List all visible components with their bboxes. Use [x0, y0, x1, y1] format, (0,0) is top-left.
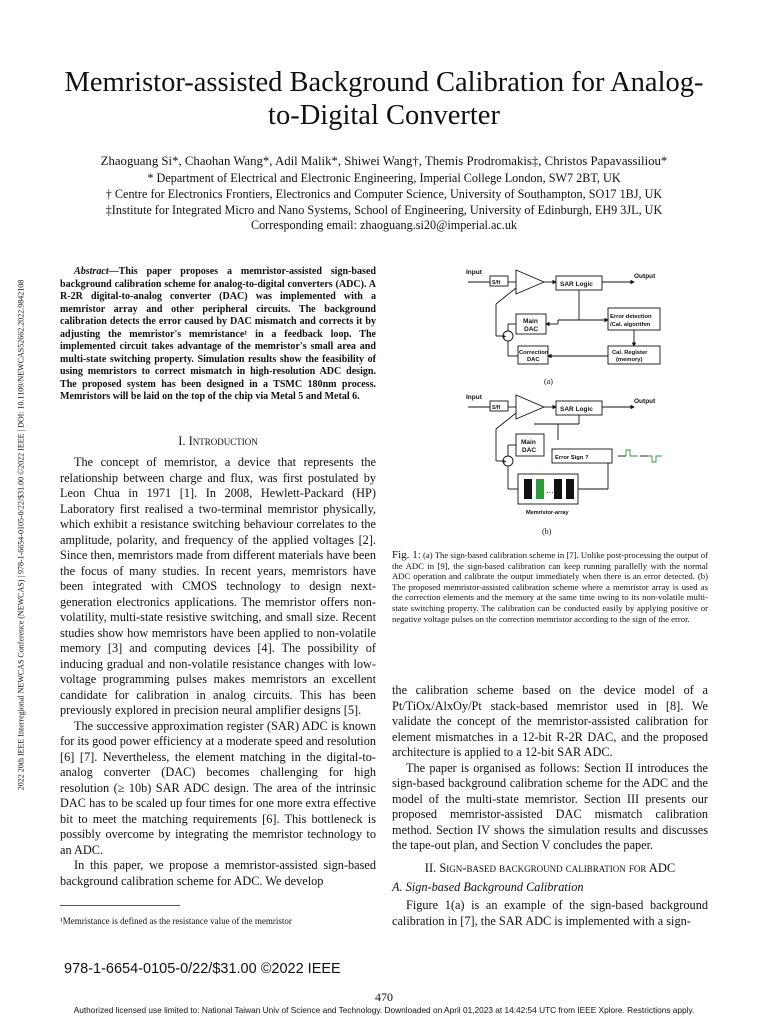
fig-memristor-array: Memristor-array — [526, 510, 569, 516]
figure-caption — [392, 550, 708, 624]
fig-sub-b: (b) — [542, 527, 552, 536]
abstract — [60, 266, 376, 404]
abstract-lead: Abstract — [74, 266, 109, 277]
subsection-heading: A. Sign-based Background Calibration — [392, 880, 584, 894]
author-list: Zhaoguang Si*, Chaohan Wang*, Adil Malik*, Shiwei Wang†, Themis Prodromakis‡, Christos Papavassiliou* — [100, 154, 668, 168]
abstract-text: —This paper proposes a memristor-assisted sign-based background calibration scheme for analog-to-digital converters (ADC). A R-2R digital-to-analog converter (DAC) was implemented with a memristor array and other peripheral circuits. The background calibration detects the error caused by DAC mismatch and corrects it by adjusting the memristor's memristance¹ in a feedback loop. The implemented circuit takes advantage of the memristor's small area and multi-state switching property. Simulation results show the feasibility of using memristors to correct mismatch in high-resolution ADC design. The proposed system has been designed in a TSMC 180nm process. Memristors will be laid on the top of the chip via Metal 5 and Metal 6. — [60, 266, 376, 402]
fig-sh-label-b: S/H — [492, 405, 501, 411]
fig-output-label: Output — [634, 273, 656, 280]
affiliation-line: ‡Institute for Integrated Micro and Nano Systems, School of Engineering, University of Edinburgh, EH9 3JL, UK — [105, 202, 663, 217]
page-number: 470 — [375, 990, 393, 1004]
fig-sum-plus-b: + — [502, 459, 507, 466]
fig-main-dac-b-2: DAC — [522, 447, 537, 454]
fig-sum-plus: + — [502, 334, 507, 341]
svg-text:…: … — [546, 486, 554, 495]
paragraph: Figure 1(a) is an example of the sign-based background calibration in [7], the SAR ADC is implemented with a sign- — [392, 898, 708, 928]
fig-error-detection-1: Error detection — [610, 314, 652, 320]
fig-main-dac-b-1: Main — [521, 439, 536, 446]
copyright-line: 978-1-6654-0105-0/22/$31.00 ©2022 IEEE — [64, 961, 341, 977]
fig-error-sign: Error Sign ? — [555, 455, 589, 461]
paragraph: The paper is organised as follows: Section II introduces the sign-based background calibration scheme for the ADC and the model of the multi-state memristor. Section III presents our proposed memristor-assisted DAC mismatch calibration method. Section IV shows the simulation results and discusses the tape-out plan, and Section V concludes the paper. — [392, 760, 708, 852]
paper-title: Memristor-assisted Background Calibration for Analog-to-Digital Converter — [64, 67, 704, 131]
fig-main-dac-2: DAC — [524, 326, 539, 333]
introduction-body — [60, 455, 376, 889]
fig-cal-register-2: (memory) — [616, 357, 643, 363]
affiliation-line: * Department of Electrical and Electronic Engineering, Imperial College London, SW7 2BT, UK — [147, 171, 621, 185]
fig-output-label-b: Output — [634, 398, 656, 405]
fig-correction-dac-2: DAC — [527, 357, 540, 363]
fig-main-dac-1: Main — [523, 318, 538, 325]
paragraph: In this paper, we propose a memristor-assisted sign-based background calibration scheme for ADC. We develop — [60, 858, 376, 888]
footnote: ¹Memristance is defined as the resistance value of the memristor — [60, 916, 292, 926]
section-heading-2 — [392, 861, 708, 876]
fig-cal-register-1: Cal. Register — [612, 350, 648, 356]
figure-label: Fig. 1: — [392, 549, 421, 561]
fig-sh-label: S/H — [492, 280, 501, 286]
section-title: Introduction — [188, 434, 258, 448]
section-number: II. — [424, 861, 437, 875]
paragraph: the calibration scheme based on the device model of a Pt/TiOx/AlxOy/Pt stack-based memristor used in [8]. We validate the concept of the memristor-assisted calibration for element mismatches in a 12-bit R-2R DAC, and the proposed architecture is applied to a 12-bit SAR ADC. — [392, 683, 708, 759]
side-citation — [12, 185, 30, 885]
section-2-body — [392, 898, 708, 929]
affiliation-line: † Centre for Electronics Frontiers, Electronics and Computer Science, University of Southampton, SO17 1BJ, UK — [105, 186, 663, 201]
section-title: Sign-based background calibration for ADC — [439, 861, 676, 875]
side-citation-text: 2022 20th IEEE Interregional NEWCAS Conference (NEWCAS) | 978-1-6654-0105-0/22/$31.00 ©2022 IEEE | DOI: 10.1109/NEWCAS52662.2022.9842108 — [16, 279, 26, 791]
paragraph: The successive approximation register (SAR) ADC is known for its good power efficiency at a moderate speed and resolution [6] [7]. Nevertheless, the element matching in the digital-to-analog converter (DAC) becomes challenging for high resolution (≥ 10b) SAR ADC design. The area of the intrinsic DAC has to be scaled up four times for one more extra effective bit to meet the matching requirements [6]. This bottleneck is possibly overcome by integrating the memristor technology to an ADC. — [60, 718, 376, 857]
fig-input-label: Input — [466, 269, 482, 276]
figure-caption-text: (a) The sign-based calibration scheme in [7]. Unlike post-processing the output of the ADC in [9], the sign-based calibration can keep running parallelly with the normal ADC operation and calibrate the output immediately when there is an error detected. (b) The proposed memristor-assisted calibration scheme where a memristor array is used as the correction elements and the memory at the same time owing to its non-volatile multi-state switching property. The calibration can be conducted easily by applying positive or negative voltage pulses on the correction memristor according to the sign of the error. — [392, 550, 708, 624]
section-number: I. — [178, 434, 186, 448]
fig-sub-a: (a) — [544, 377, 553, 386]
fig-error-detection-2: /Cal. algorithm — [610, 322, 651, 328]
right-column-body — [392, 683, 708, 854]
fig-input-label-b: Input — [466, 394, 482, 401]
figure-1-diagram — [458, 264, 714, 549]
affiliations — [40, 171, 728, 234]
fig-correction-dac-1: Correction — [519, 350, 549, 356]
section-heading-introduction — [60, 434, 376, 449]
corresponding-email: Corresponding email: zhaoguang.si20@imperial.ac.uk — [250, 218, 518, 233]
fig-sar-logic: SAR Logic — [560, 281, 593, 288]
paragraph: The concept of memristor, a device that represents the relationship between charge and flux, was first postulated by Leon Chua in 1971 [1]. In 2008, Hewlett-Packard (HP) Laboratory first realised a two-terminal memristor physically, which exhibit a resistance switching behaviour correlates to the amplitude, polarity, and frequency of the applied voltages [2]. Since then, memristors made from different materials have been the focus of many studies. In recent years, memristors have been integrated with CMOS technology to design next-generation electronics applications. The memristor offers non-volatility, multi-state resistive switching, and small size. Recent studies show how memristors have been applied to non-volatile memory [3] and computing devices [4]. The possibility of inducing gradual and non-volatile resistance changes with low-voltage programming pulses makes memristors an excellent candidate for calibration in analog circuits. This has been previously explored in precision neural amplifier designs [5]. — [60, 455, 376, 717]
footnote-divider — [60, 905, 180, 906]
license-notice: Authorized licensed use limited to: National Taiwan Univ of Science and Technology. Downloaded on April 01,2023 at 14:42:54 UTC from IEEE Xplore. Restrictions apply. — [73, 1005, 695, 1015]
fig-sar-logic-b: SAR Logic — [560, 406, 593, 413]
